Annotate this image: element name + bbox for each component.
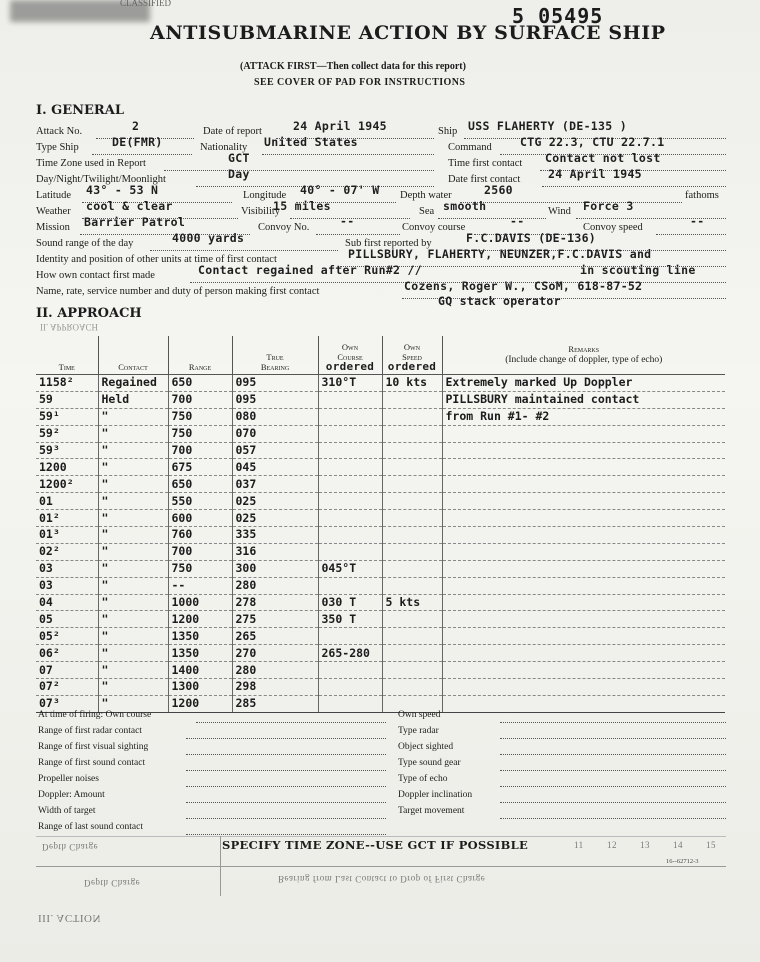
cell-course — [318, 695, 382, 712]
name-rating-value: Cozens, Roger W., CSoM, 618-87-52 — [404, 279, 643, 293]
time-zone-label: Time Zone used in Report — [36, 158, 146, 169]
cell-contact: " — [98, 493, 168, 510]
cell-bearing: 080 — [232, 408, 318, 425]
day-night-label: Day/Night/Twilight/Moonlight — [36, 174, 166, 185]
cell-speed — [382, 459, 442, 476]
cell-course — [318, 527, 382, 544]
cell-speed: 10 kts — [382, 375, 442, 392]
cell-course: 310°T — [318, 375, 382, 392]
cell-bearing: 275 — [232, 611, 318, 628]
cell-bearing: 280 — [232, 662, 318, 679]
table-row — [36, 459, 725, 476]
cell-bearing: 095 — [232, 391, 318, 408]
bottom-divider — [36, 836, 726, 837]
table-row — [36, 476, 725, 493]
cell-time: 07² — [36, 679, 98, 696]
cell-contact: " — [98, 408, 168, 425]
cell-contact: " — [98, 442, 168, 459]
cell-speed — [382, 408, 442, 425]
cell-bearing: 300 — [232, 560, 318, 577]
cell-course — [318, 425, 382, 442]
cell-range: 700 — [168, 391, 232, 408]
cell-remarks: Extremely marked Up Doppler — [442, 375, 725, 392]
cell-contact: " — [98, 527, 168, 544]
sea-value: smooth — [443, 199, 487, 213]
depth-water-label: Depth water — [400, 190, 452, 201]
cell-range: 1350 — [168, 645, 232, 662]
cell-contact: Regained — [98, 375, 168, 392]
cell-time: 02² — [36, 543, 98, 560]
cell-bearing: 045 — [232, 459, 318, 476]
cell-range: 675 — [168, 459, 232, 476]
cell-remarks — [442, 679, 725, 696]
cell-time: 59² — [36, 425, 98, 442]
wind-value: Force 3 — [583, 199, 634, 213]
cell-contact: " — [98, 577, 168, 594]
wind-label: Wind — [548, 206, 571, 217]
table-row — [36, 594, 725, 611]
cell-remarks — [442, 695, 725, 712]
table-row — [36, 493, 725, 510]
table-row — [36, 662, 725, 679]
firing-field-line — [500, 786, 726, 787]
firing-field-label: Type radar — [398, 726, 439, 736]
firing-field-line — [186, 834, 386, 835]
type-ship-value: DE(FMR) — [112, 135, 163, 149]
firing-field-line — [500, 770, 726, 771]
cell-contact: " — [98, 425, 168, 442]
cell-course: 045°T — [318, 560, 382, 577]
firing-field-line — [500, 802, 726, 803]
cell-time: 03 — [36, 560, 98, 577]
table-row — [36, 442, 725, 459]
table-row — [36, 611, 725, 628]
cell-speed — [382, 543, 442, 560]
cell-contact: " — [98, 645, 168, 662]
cell-range: 700 — [168, 442, 232, 459]
firing-field-line — [500, 754, 726, 755]
cell-course — [318, 459, 382, 476]
table-row — [36, 375, 725, 392]
cell-speed — [382, 425, 442, 442]
convoy-no-label: Convoy No. — [258, 222, 310, 233]
name-rating-label: Name, rate, service number and duty of person making first contact — [36, 286, 320, 297]
cell-range: 700 — [168, 543, 232, 560]
command-value: CTG 22.3, CTU 22.7.1 — [520, 135, 665, 149]
time-first-contact-value: Contact not lost — [545, 151, 661, 165]
col-header-time: Time — [36, 336, 98, 375]
cell-speed — [382, 645, 442, 662]
cell-contact: " — [98, 628, 168, 645]
col-header-remarks: Remarks (Include change of doppler, type of echo) — [442, 336, 725, 375]
firing-field-line — [186, 786, 386, 787]
cell-time: 03 — [36, 577, 98, 594]
how-contact-made-value2: in scouting line — [580, 263, 696, 277]
column-number: 11 — [574, 840, 584, 850]
firing-field-label: Range of first sound contact — [38, 758, 146, 768]
cell-remarks — [442, 510, 725, 527]
cell-remarks — [442, 628, 725, 645]
cell-time: 1200 — [36, 459, 98, 476]
cell-remarks — [442, 442, 725, 459]
cell-course: 030 T — [318, 594, 382, 611]
cell-speed — [382, 662, 442, 679]
nationality-value: United States — [264, 135, 358, 149]
cell-speed — [382, 442, 442, 459]
cell-course — [318, 408, 382, 425]
tail-depth-charge: Depth Charge — [42, 842, 99, 852]
cell-time: 04 — [36, 594, 98, 611]
date-of-report-value: 24 April 1945 — [293, 119, 387, 133]
firing-field-label: Object sighted — [398, 742, 454, 752]
cell-range: 550 — [168, 493, 232, 510]
cell-remarks: from Run #1- #2 — [442, 408, 725, 425]
cell-speed — [382, 679, 442, 696]
firing-field-line — [186, 818, 386, 819]
convoy-speed-label: Convoy speed — [583, 222, 643, 233]
cell-time: 07 — [36, 662, 98, 679]
cell-range: 1200 — [168, 695, 232, 712]
identity-position-label: Identity and position of other units at time of first contact — [36, 254, 277, 265]
cell-time: 05² — [36, 628, 98, 645]
cell-time: 01 — [36, 493, 98, 510]
cell-course — [318, 493, 382, 510]
cell-bearing: 316 — [232, 543, 318, 560]
bottom-divider-2 — [36, 866, 726, 867]
col-header-own-course: Own Course ordered — [318, 336, 382, 375]
cell-time: 01³ — [36, 527, 98, 544]
form-instructions: SEE COVER OF PAD FOR INSTRUCTIONS — [254, 77, 466, 88]
cell-speed — [382, 476, 442, 493]
longitude-value: 40° - 07' W — [300, 183, 380, 197]
cell-time: 59¹ — [36, 408, 98, 425]
cell-speed: 5 kts — [382, 594, 442, 611]
depth-water-value: 2560 — [484, 183, 513, 197]
tail-bearing-note: Bearing from Last Contact to Drop of First Charge — [278, 874, 486, 884]
table-row — [36, 645, 725, 662]
cell-speed — [382, 527, 442, 544]
table-row — [36, 510, 725, 527]
cell-remarks — [442, 560, 725, 577]
sea-label: Sea — [419, 206, 435, 217]
form-number: 16--62712-3 — [666, 858, 699, 865]
time-first-contact-label: Time first contact — [448, 158, 523, 169]
identity-position-value: PILLSBURY, FLAHERTY, NEUNZER,F.C.DAVIS and — [348, 247, 652, 261]
cell-speed — [382, 628, 442, 645]
tail-action-heading: III. ACTION — [38, 912, 101, 924]
how-contact-made-label: How own contact first made — [36, 270, 155, 281]
cell-range: 650 — [168, 375, 232, 392]
nationality-label: Nationality — [200, 142, 248, 153]
firing-field-label: Doppler inclination — [398, 790, 473, 800]
convoy-course-value: -- — [510, 214, 525, 228]
col-header-own-speed: Own Speed ordered — [382, 336, 442, 375]
firing-field-label: Propeller noises — [38, 774, 99, 784]
day-night-value: Day — [228, 167, 250, 181]
firing-field-label: Width of target — [38, 806, 96, 816]
firing-field-label: Target movement — [398, 806, 465, 816]
cell-course — [318, 391, 382, 408]
cell-range: 1350 — [168, 628, 232, 645]
firing-field-line — [500, 738, 726, 739]
date-first-contact-value: 24 April 1945 — [548, 167, 642, 181]
firing-field-label: Type sound gear — [398, 758, 461, 768]
table-row — [36, 391, 725, 408]
time-zone-value: GCT — [228, 151, 250, 165]
cell-time: 59 — [36, 391, 98, 408]
firing-field-line — [186, 770, 386, 771]
cell-bearing: 070 — [232, 425, 318, 442]
cell-course — [318, 543, 382, 560]
cell-contact: " — [98, 510, 168, 527]
latitude-value: 43° - 53 N — [86, 183, 159, 197]
cell-remarks — [442, 577, 725, 594]
cell-bearing: 025 — [232, 493, 318, 510]
table-row — [36, 577, 725, 594]
table-row — [36, 560, 725, 577]
sound-range-value: 4000 yards — [172, 231, 245, 245]
cell-course — [318, 662, 382, 679]
section-general-heading: I. GENERAL — [36, 103, 124, 118]
cell-bearing: 280 — [232, 577, 318, 594]
cell-contact: " — [98, 459, 168, 476]
column-number: 14 — [673, 840, 683, 850]
date-of-report-label: Date of report — [203, 126, 262, 137]
cell-speed — [382, 510, 442, 527]
cell-course: 265-280 — [318, 645, 382, 662]
cell-speed — [382, 391, 442, 408]
cell-time: 06² — [36, 645, 98, 662]
cell-remarks — [442, 543, 725, 560]
cell-contact: " — [98, 611, 168, 628]
cell-contact: " — [98, 476, 168, 493]
name-rating-value2: GQ stack operator — [438, 294, 561, 308]
convoy-no-value: -- — [340, 214, 355, 228]
firing-field-label: Range of last sound contact — [38, 822, 144, 832]
weather-label: Weather — [36, 206, 71, 217]
cell-course — [318, 577, 382, 594]
weather-value: cool & clear — [86, 199, 173, 213]
firing-field-line — [500, 818, 726, 819]
how-contact-made-value: Contact regained after Run#2 // — [198, 263, 422, 277]
visibility-label: Visibility — [241, 206, 281, 217]
cell-time: 1200² — [36, 476, 98, 493]
cell-remarks: PILLSBURY maintained contact — [442, 391, 725, 408]
cell-range: 750 — [168, 425, 232, 442]
convoy-speed-value: -- — [690, 214, 705, 228]
sub-first-reported-value: F.C.DAVIS (DE-136) — [466, 231, 597, 245]
cell-bearing: 265 — [232, 628, 318, 645]
cell-remarks — [442, 476, 725, 493]
cell-contact: " — [98, 695, 168, 712]
sound-range-label: Sound range of the day — [36, 238, 134, 249]
cell-course — [318, 510, 382, 527]
cell-course — [318, 442, 382, 459]
column-number: 13 — [640, 840, 650, 850]
cell-range: 760 — [168, 527, 232, 544]
cell-remarks — [442, 527, 725, 544]
cell-bearing: 278 — [232, 594, 318, 611]
table-row — [36, 679, 725, 696]
bleed-through-text: II. APPROACH — [40, 322, 99, 332]
section-approach-heading: II. APPROACH — [36, 306, 142, 321]
firing-field-label: Range of first visual sighting — [38, 742, 149, 752]
visibility-value: 15 miles — [273, 199, 331, 213]
firing-field-line — [196, 722, 386, 723]
attack-no-value: 2 — [132, 119, 140, 133]
latitude-label: Latitude — [36, 190, 71, 201]
cell-speed — [382, 577, 442, 594]
cell-bearing: 335 — [232, 527, 318, 544]
specify-time-zone: SPECIFY TIME ZONE--USE GCT IF POSSIBLE — [222, 838, 529, 852]
cell-contact: " — [98, 679, 168, 696]
cell-course — [318, 628, 382, 645]
col-header-true-bearing: True Bearing — [232, 336, 318, 375]
cell-contact: " — [98, 543, 168, 560]
cell-bearing: 025 — [232, 510, 318, 527]
tail-depth-charge-2: Depth Charge — [84, 878, 141, 888]
depth-water-unit: fathoms — [685, 190, 719, 201]
cell-time: 59³ — [36, 442, 98, 459]
approach-table — [36, 336, 725, 713]
cell-speed — [382, 611, 442, 628]
cell-contact: " — [98, 594, 168, 611]
cell-remarks — [442, 611, 725, 628]
firing-field-label: At time of firing: Own course — [38, 710, 152, 720]
cell-range: 750 — [168, 408, 232, 425]
cell-contact: " — [98, 560, 168, 577]
cell-bearing: 037 — [232, 476, 318, 493]
cell-speed — [382, 560, 442, 577]
cell-time: 07³ — [36, 695, 98, 712]
table-row — [36, 408, 725, 425]
firing-field-label: Type of echo — [398, 774, 448, 784]
cell-bearing: 298 — [232, 679, 318, 696]
form-subtitle: (ATTACK FIRST—Then collect data for this report) — [240, 61, 466, 72]
cell-bearing: 285 — [232, 695, 318, 712]
col-header-range: Range — [168, 336, 232, 375]
table-row — [36, 543, 725, 560]
cell-course — [318, 476, 382, 493]
cell-range: 650 — [168, 476, 232, 493]
cell-bearing: 270 — [232, 645, 318, 662]
cell-range: 1000 — [168, 594, 232, 611]
mission-value: Barrier Patrol — [84, 215, 186, 229]
stamp-text: CLASSIFIED — [120, 0, 172, 8]
convoy-course-label: Convoy course — [402, 222, 466, 233]
cell-range: 750 — [168, 560, 232, 577]
cell-time: 1158² — [36, 375, 98, 392]
command-label: Command — [448, 142, 492, 153]
column-number: 12 — [607, 840, 617, 850]
table-row — [36, 628, 725, 645]
document-number: 5 05495 — [512, 4, 604, 28]
attack-no-label: Attack No. — [36, 126, 83, 137]
col-header-contact: Contact — [98, 336, 168, 375]
cell-contact: " — [98, 662, 168, 679]
mission-label: Mission — [36, 222, 70, 233]
cell-remarks — [442, 425, 725, 442]
firing-field-label: Own speed — [398, 710, 441, 720]
cell-course — [318, 679, 382, 696]
cell-bearing: 057 — [232, 442, 318, 459]
firing-field-line — [186, 738, 386, 739]
cell-remarks — [442, 645, 725, 662]
firing-field-label: Doppler: Amount — [38, 790, 105, 800]
column-number: 15 — [706, 840, 716, 850]
cell-range: 1200 — [168, 611, 232, 628]
firing-field-line — [186, 754, 386, 755]
form-title: ANTISUBMARINE ACTION BY SURFACE SHIP — [150, 22, 666, 44]
cell-range: 1400 — [168, 662, 232, 679]
cell-bearing: 095 — [232, 375, 318, 392]
table-row — [36, 527, 725, 544]
cell-range: 600 — [168, 510, 232, 527]
ship-value: USS FLAHERTY (DE-135 ) — [468, 119, 627, 133]
cell-remarks — [442, 662, 725, 679]
cell-time: 05 — [36, 611, 98, 628]
firing-field-line — [186, 802, 386, 803]
cell-remarks — [442, 493, 725, 510]
cell-range: -- — [168, 577, 232, 594]
cell-range: 1300 — [168, 679, 232, 696]
cell-course: 350 T — [318, 611, 382, 628]
table-row — [36, 425, 725, 442]
date-first-contact-label: Date first contact — [448, 174, 521, 185]
cell-remarks — [442, 459, 725, 476]
type-ship-label: Type Ship — [36, 142, 79, 153]
firing-field-line — [500, 722, 726, 723]
cell-remarks — [442, 594, 725, 611]
sub-first-reported-label: Sub first reported by — [345, 238, 432, 249]
cell-time: 01² — [36, 510, 98, 527]
cell-speed — [382, 493, 442, 510]
longitude-label: Longitude — [243, 190, 287, 201]
firing-field-label: Range of first radar contact — [38, 726, 142, 736]
ship-label: Ship — [438, 126, 458, 137]
cell-contact: Held — [98, 391, 168, 408]
